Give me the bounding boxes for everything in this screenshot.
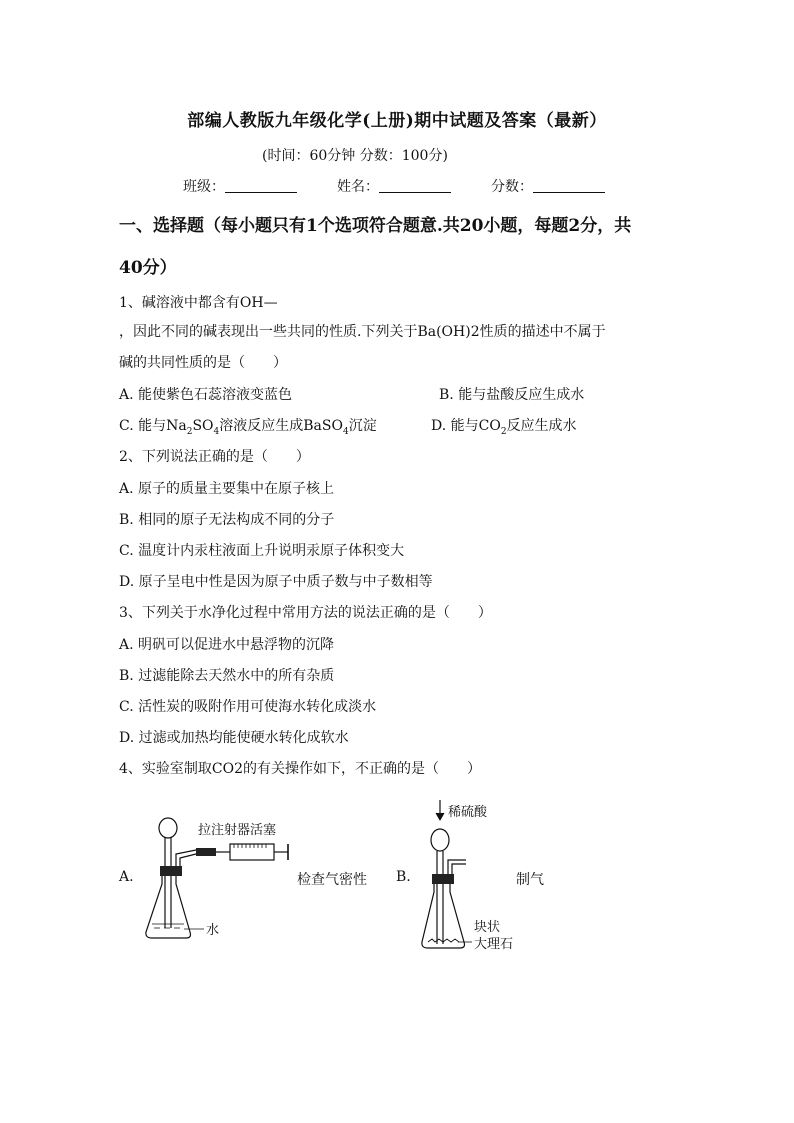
q2-option-b: B. 相同的原子无法构成不同的分子: [119, 512, 335, 528]
q4-stem: 4、实验室制取CO2的有关操作如下，不正确的是（ ）: [119, 761, 482, 777]
water-label: 水: [206, 923, 220, 938]
q3-option-a: A. 明矾可以促进水中悬浮物的沉降: [119, 637, 335, 653]
info-fields: [183, 176, 645, 196]
airtightness-apparatus-figure: [140, 810, 300, 950]
q1-stem-line3: 碱的共同性质的是（ ）: [119, 355, 287, 371]
solid-label-line2: 大理石: [474, 937, 514, 952]
q2-option-d: D. 原子呈电中性是因为原子中质子数与中子数相等: [119, 574, 433, 590]
q2-option-c: C. 温度计内汞柱液面上升说明汞原子体积变大: [119, 543, 405, 559]
q3-option-d: D. 过滤或加热均能使硬水转化成软水: [119, 730, 349, 746]
time-info: (时间：60分钟 分数：100分): [262, 148, 448, 164]
class-blank: [225, 178, 297, 193]
q2-option-a: A. 原子的质量主要集中在原子核上: [119, 481, 335, 497]
score-label: 分数：: [491, 179, 533, 195]
section-heading: 一、选择题（每小题只有1个选项符合题意.共20小题，每题2分，共: [119, 216, 632, 236]
q1-stem-line1: 1、碱溶液中都含有OH—: [119, 295, 278, 311]
q2-stem: 2、下列说法正确的是（ ）: [119, 449, 310, 465]
name-label: 姓名：: [337, 179, 379, 195]
q4-option-b-caption: 制气: [516, 872, 544, 888]
q3-option-c: C. 活性炭的吸附作用可使海水转化成淡水: [119, 699, 377, 715]
solid-label-line1: 块状: [474, 920, 501, 935]
acid-label: 稀硫酸: [448, 805, 488, 820]
q1-stem-line2: ，因此不同的碱表现出一些共同的性质.下列关于Ba(OH)2性质的描述中不属于: [119, 324, 606, 340]
syringe-label: 拉注射器活塞: [198, 823, 277, 838]
score-blank: [533, 178, 605, 193]
q4-option-a-letter: A.: [119, 869, 134, 885]
q1-option-c: C. 能与$Na_2SO_4$溶液反应生成BaSO$_4$沉淀: [119, 418, 377, 437]
q3-stem: 3、下列关于水净化过程中常用方法的说法正确的是（ ）: [119, 605, 492, 621]
name-blank: [379, 178, 451, 193]
q1-option-d: D. 能与$CO_2$反应生成水: [431, 418, 577, 437]
q1-option-b: B. 能与盐酸反应生成水: [439, 387, 585, 403]
page-title: 部编人教版九年级化学(上册)期中试题及答案（最新）: [187, 111, 607, 131]
q4-option-b-letter: B.: [396, 869, 411, 885]
q4-option-a-caption: 检查气密性: [297, 872, 367, 888]
class-label: 班级：: [183, 179, 225, 195]
q1-option-a: A. 能使紫色石蕊溶液变蓝色: [119, 387, 293, 403]
gas-generation-apparatus-figure: [420, 796, 530, 961]
section-heading-cont: 40分）: [119, 258, 177, 278]
q3-option-b: B. 过滤能除去天然水中的所有杂质: [119, 668, 335, 684]
